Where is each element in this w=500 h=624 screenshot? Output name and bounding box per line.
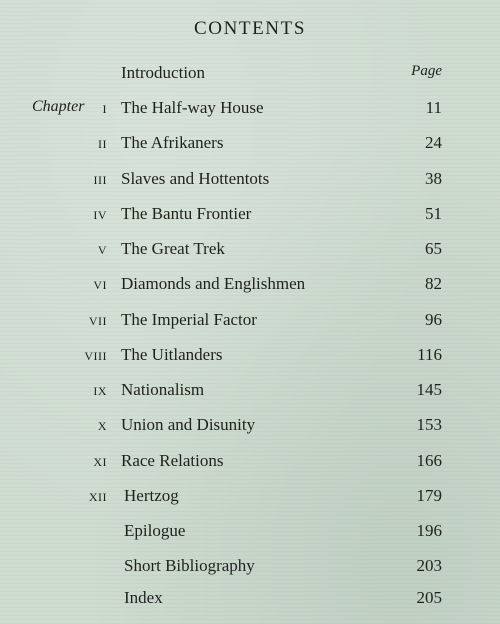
page-number: 51 bbox=[425, 204, 442, 223]
toc-row bbox=[0, 521, 500, 545]
chapter-number: VI bbox=[93, 278, 107, 292]
chapter-title: The Great Trek bbox=[121, 239, 225, 258]
page-column-heading: Page bbox=[411, 63, 442, 79]
page-number: 145 bbox=[416, 380, 442, 399]
chapter-title: Epilogue bbox=[124, 521, 186, 540]
page-number: 179 bbox=[416, 486, 442, 505]
page-number: 153 bbox=[416, 415, 442, 434]
chapter-number: IX bbox=[93, 384, 107, 398]
chapter-number: XI bbox=[93, 455, 107, 469]
toc-row bbox=[0, 98, 500, 122]
page-number: 96 bbox=[425, 310, 442, 329]
introduction-label: Introduction bbox=[121, 63, 206, 82]
chapter-title: Index bbox=[124, 588, 163, 607]
page-number: 38 bbox=[425, 169, 442, 188]
chapter-title: The Bantu Frontier bbox=[121, 204, 252, 223]
page-title: CONTENTS bbox=[193, 18, 307, 39]
toc-row bbox=[0, 239, 500, 263]
chapter-title: The Imperial Factor bbox=[121, 310, 257, 329]
chapter-number: IV bbox=[93, 208, 107, 222]
introduction-row bbox=[0, 63, 500, 85]
page-number: 65 bbox=[425, 239, 442, 258]
chapter-number: II bbox=[98, 137, 107, 151]
chapter-number: I bbox=[102, 102, 107, 116]
chapter-title: Union and Disunity bbox=[121, 415, 256, 434]
chapter-word: Chapter bbox=[32, 98, 85, 115]
page-number: 166 bbox=[416, 451, 442, 470]
toc-row bbox=[0, 310, 500, 334]
page-number: 196 bbox=[416, 521, 442, 540]
page-number: 11 bbox=[425, 98, 442, 117]
chapter-number: XII bbox=[88, 490, 107, 504]
chapter-title: Hertzog bbox=[124, 486, 179, 505]
toc-row bbox=[0, 380, 500, 404]
chapter-title: Nationalism bbox=[121, 380, 205, 399]
toc-row bbox=[0, 345, 500, 369]
chapter-title: Short Bibliography bbox=[124, 556, 255, 575]
chapter-number: V bbox=[97, 243, 107, 257]
chapter-title: Diamonds and Englishmen bbox=[121, 274, 306, 293]
toc-row bbox=[0, 415, 500, 439]
toc-row bbox=[0, 451, 500, 475]
chapter-number: VIII bbox=[84, 349, 107, 363]
toc-row bbox=[0, 274, 500, 298]
toc-row bbox=[0, 588, 500, 612]
chapter-title: The Half-way House bbox=[121, 98, 264, 117]
toc-row bbox=[0, 556, 500, 580]
chapter-title: The Uitlanders bbox=[121, 345, 223, 364]
toc-row bbox=[0, 204, 500, 228]
chapter-title: The Afrikaners bbox=[121, 133, 224, 152]
chapter-title: Slaves and Hottentots bbox=[121, 169, 270, 188]
toc-row bbox=[0, 133, 500, 157]
chapter-title: Race Relations bbox=[121, 451, 224, 470]
page-number: 205 bbox=[416, 588, 442, 607]
toc-row bbox=[0, 169, 500, 193]
chapter-number: X bbox=[97, 419, 107, 433]
page-number: 116 bbox=[417, 345, 442, 364]
toc-row bbox=[0, 486, 500, 510]
page-number: 82 bbox=[425, 274, 442, 293]
page-number: 203 bbox=[416, 556, 442, 575]
chapter-number: III bbox=[93, 173, 107, 187]
page-number: 24 bbox=[425, 133, 442, 152]
chapter-number: VII bbox=[88, 314, 107, 328]
